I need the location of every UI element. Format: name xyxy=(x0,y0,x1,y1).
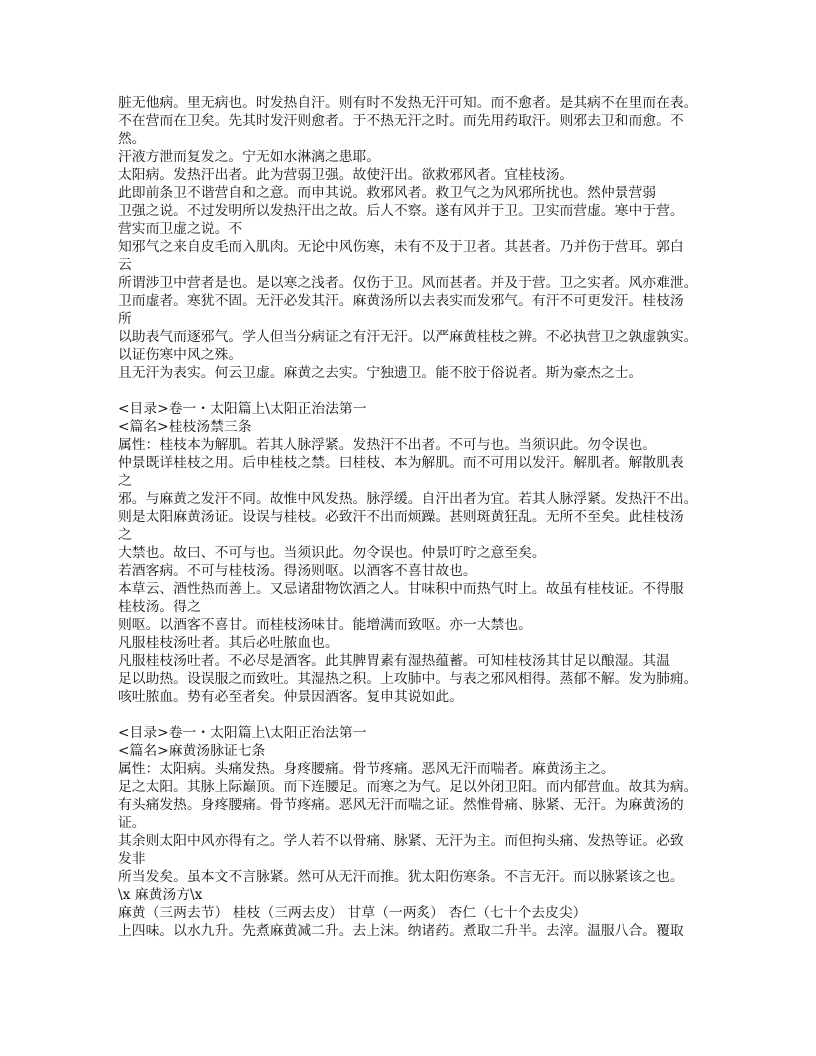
text-line: 仲景既详桂枝之用。后申桂枝之禁。曰桂枝、本为解肌。而不可用以发汗。解肌者。解散肌表 xyxy=(118,455,684,471)
text-line: 卫强之说。不过发明所以发热汗出之故。后人不察。遂有风并于卫。卫实而营虚。寒中于营。 xyxy=(118,203,684,219)
text-line: 云 xyxy=(118,257,132,273)
text-line: 属性：桂枝本为解肌。若其人脉浮紧。发热汗不出者。不可与也。当须识此。勿令误也。 xyxy=(118,437,657,453)
text-line: 有头痛发热。身疼腰痛。骨节疼痛。恶风无汗而喘之证。然惟骨痛、脉紧、无汗。为麻黄汤的 xyxy=(118,797,684,813)
text-line: 之 xyxy=(118,473,132,489)
text-line: 所 xyxy=(118,311,132,327)
text-line: 营实而卫虚之说。不 xyxy=(118,221,243,237)
document-page xyxy=(118,94,718,940)
text-line: 所谓涉卫中营者是也。是以寒之浅者。仅伤于卫。风而甚者。并及于营。卫之实者。风亦难泄。 xyxy=(118,275,698,291)
text-line: 证。 xyxy=(118,815,146,831)
text-line: 不在营而在卫矣。先其时发汗则愈者。于不热无汗之时。而先用药取汗。则邪去卫和而愈。不 xyxy=(118,113,684,129)
text-line: 且无汗为表实。何云卫虚。麻黄之去实。宁独遗卫。能不胶于俗说者。斯为豪杰之士。 xyxy=(118,365,643,381)
text-line: 则是太阳麻黄汤证。设误与桂枝。必致汗不出而烦躁。甚则斑黄狂乱。无所不至矣。此桂枝汤 xyxy=(118,509,684,525)
text-line: 所当发矣。虽本文不言脉紧。然可从无汗而推。犹太阳伤寒条。不言无汗。而以脉紧该之也。 xyxy=(118,869,684,885)
text-line: 其余则太阳中风亦得有之。学人若不以骨痛、脉紧、无汗为主。而但拘头痛、发热等证。必致 xyxy=(118,833,684,849)
text-line: 咳吐脓血。势有必至者矣。仲景因酒客。复申其说如此。 xyxy=(118,689,463,705)
text-line: 以证伤寒中风之殊。 xyxy=(118,347,243,363)
text-line: \x 麻黄汤方\x xyxy=(118,887,203,903)
blank-line xyxy=(118,382,718,400)
text-line: <目录>卷一・太阳篇上\太阳正治法第一 xyxy=(118,401,367,417)
blank-line xyxy=(118,706,718,724)
text-line: 凡服桂枝汤吐者。其后必吐脓血也。 xyxy=(118,635,339,651)
text-line: 太阳病。发热汗出者。此为营弱卫强。故使汗出。欲救邪风者。宜桂枝汤。 xyxy=(118,167,574,183)
text-line: 知邪气之来自皮毛而入肌肉。无论中风伤寒，未有不及于卫者。其甚者。乃并伤于营耳。郭白 xyxy=(118,239,684,255)
text-line: 足以助热。设误服之而致吐。其湿热之积。上攻肺中。与表之邪风相得。蒸郁不解。发为肺痈。 xyxy=(118,671,698,687)
text-line: <篇名>桂枝汤禁三条 xyxy=(118,419,252,435)
text-line: 邪。与麻黄之发汗不同。故惟中风发热。脉浮缓。自汗出者为宜。若其人脉浮紧。发热汗不出。 xyxy=(118,491,698,507)
text-line: 发非 xyxy=(118,851,146,867)
text-line: 则呕。以酒客不喜甘。而桂枝汤味甘。能增满而致呕。亦一大禁也。 xyxy=(118,617,532,633)
text-line: 此即前条卫不谐营自和之意。而申其说。救邪风者。救卫气之为风邪所扰也。然仲景营弱 xyxy=(118,185,657,201)
text-line: 之 xyxy=(118,527,132,543)
text-line: 汗液方泄而复发之。宁无如水淋漓之患耶。 xyxy=(118,149,381,165)
text-line: 本草云、酒性热而善上。又忌诸甜物饮酒之人。甘味积中而热气时上。故虽有桂枝证。不得服 xyxy=(118,581,684,597)
text-line: 属性：太阳病。头痛发热。身疼腰痛。骨节疼痛。恶风无汗而喘者。麻黄汤主之。 xyxy=(118,761,615,777)
text-line: 若酒客病。不可与桂枝汤。得汤则呕。以酒客不喜甘故也。 xyxy=(118,563,477,579)
text-line: 以助表气而逐邪气。学人但当分病证之有汗无汗。以严麻黄桂枝之辨。不必执营卫之孰虚孰实。 xyxy=(118,329,698,345)
text-line: 然。 xyxy=(118,131,146,147)
text-line: 卫而虚者。寒犹不固。无汗必发其汗。麻黄汤所以去表实而发邪气。有汗不可更发汗。桂枝汤 xyxy=(118,293,684,309)
text-line: 桂枝汤。得之 xyxy=(118,599,201,615)
text-line: 上四味。以水九升。先煮麻黄减二升。去上沫。纳诸药。煮取二升半。去滓。温服八合。覆取 xyxy=(118,923,684,939)
text-line: 脏无他病。里无病也。时发热自汗。则有时不发热无汗可知。而不愈者。是其病不在里而在表。 xyxy=(118,95,698,111)
text-line: 足之太阳。其脉上际巅顶。而下连腰足。而寒之为气。足以外闭卫阳。而内郁营血。故其为病。 xyxy=(118,779,698,795)
text-line: 凡服桂枝汤吐者。不必尽是酒客。此其脾胃素有湿热蕴蓄。可知桂枝汤其甘足以酿湿。其温 xyxy=(118,653,670,669)
text-line: 大禁也。故曰、不可与也。当须识此。勿令误也。仲景叮咛之意至矣。 xyxy=(118,545,546,561)
text-line: <目录>卷一・太阳篇上\太阳正治法第一 xyxy=(118,725,367,741)
text-line: 麻黄（三两去节） 桂枝（三两去皮） 甘草（一两炙） 杏仁（七十个去皮尖） xyxy=(118,905,587,921)
text-line: <篇名>麻黄汤脉证七条 xyxy=(118,743,266,759)
